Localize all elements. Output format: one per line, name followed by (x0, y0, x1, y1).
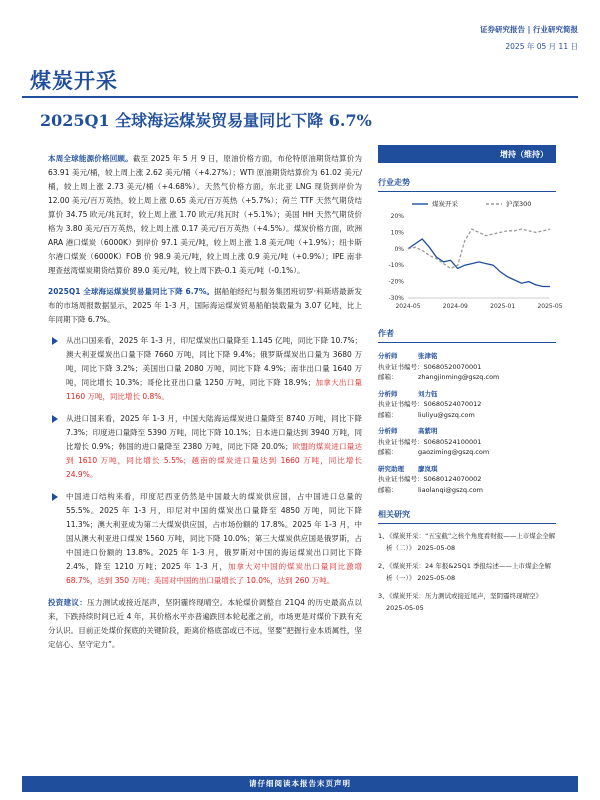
legend-label: 煤炭开采 (432, 200, 458, 208)
author-role: 分析师 (378, 389, 398, 398)
author-card (378, 351, 556, 383)
cert-number: S0680520070001 (423, 362, 482, 371)
bullet-highlight: 欧盟的煤炭进口量达到 1610 万吨，同比增长 5.5%；越南的煤炭进口量达到 1660 万吨，同比增长 24.9%。 (66, 442, 362, 479)
mail-label: 邮箱： (378, 448, 398, 456)
author-card (378, 426, 556, 458)
related-research-list (378, 530, 556, 614)
related-report-item[interactable] (378, 530, 556, 554)
report-date: 2025-05-08 (417, 574, 456, 582)
paragraph-text: 据船舶经纪与服务集团班切罗·科斯塔最新发布的市场周报数据显示，2025 年 1-3 月，国际海运煤炭贸易船舶装载量为 3.07 亿吨，比上年同期下降 6.7%。 (48, 287, 362, 324)
y-tick-label: 20% (390, 213, 404, 220)
cert-number: S0680524100001 (423, 437, 482, 446)
y-tick-label: -10% (388, 262, 404, 270)
bullet-triangle-icon (52, 415, 58, 423)
cert-label: 执业证书编号： (378, 362, 424, 371)
report-title: 《煤炭开采：24 年报&25Q1 季报综述——上市煤企全解析（一）》 (386, 562, 551, 582)
x-tick-label: 2025-01 (490, 303, 516, 310)
mail-label: 邮箱： (378, 410, 398, 419)
x-tick-label: 2025-05 (537, 303, 563, 310)
bullet-highlight: 加拿大对中国的煤炭出口量同比激增 68.7%，达到 350 万吨；美国对中国的出口量增长了 10.0%，达到 260 万吨。 (66, 562, 362, 585)
related-report-item[interactable] (378, 590, 556, 614)
report-title: 《煤炭开采：“五宝截”之核个角度看财报——上市煤企全解析（二）》 (386, 532, 556, 552)
author-email[interactable]: liaolanqi@gszq.com (418, 485, 483, 494)
sidebar (378, 145, 563, 614)
report-date: 2025 年 05 月 11 日 (505, 42, 578, 51)
y-tick-label: -20% (388, 278, 404, 286)
author-card (378, 464, 556, 496)
cert-number: S0680524070012 (423, 400, 482, 408)
author-email[interactable]: zhangjinming@gszq.com (418, 373, 500, 381)
y-tick-label: 10% (390, 229, 404, 237)
trend-chart (378, 194, 563, 314)
y-tick-label: -30% (388, 295, 404, 302)
disclaimer-footer: 请仔细阅读本报告末页声明 (22, 776, 578, 792)
report-number: 1、 (378, 532, 389, 540)
report-title: 《煤炭开采：压力测试或接近尾声，坚阴霾终现晴空》 (386, 592, 542, 600)
author-role: 分析师 (378, 427, 398, 435)
report-number: 2、 (378, 562, 389, 570)
author-role: 分析师 (378, 352, 398, 360)
report-number: 3、 (378, 592, 389, 600)
author-name: 高紫明 (418, 427, 438, 435)
x-tick-label: 2024-09 (442, 303, 468, 310)
cert-label: 执业证书编号： (378, 475, 424, 483)
paragraph-lead: 2025Q1 全球海运煤炭贸易量同比下降 6.7%。 (48, 287, 215, 296)
rating-badge: 增持（维持） (378, 145, 556, 163)
author-list (378, 351, 556, 495)
report-header (358, 24, 578, 52)
related-report-item[interactable] (378, 560, 556, 584)
main-body (48, 152, 362, 659)
author-email[interactable]: liuliyu@gszq.com (418, 410, 475, 419)
bullet-exporters (48, 334, 362, 404)
author-email[interactable]: gaoziming@gszq.com (418, 448, 490, 456)
author-role: 研究助理 (378, 464, 404, 473)
bullet-importers (48, 412, 362, 482)
paragraph-text: 截至 2025 年 5 月 9 日，原油价格方面，布伦特原油期货结算价为 63.91 美元/桶，较上周上涨 2.62 美元/桶（+4.27%）；WTI 原油期货结算价为 61.02 美元/桶，较上周上涨 2.73 美元/桶（+4.68%）。天然气价格方面，东北亚 LNG 现货到岸价为 12.00 美元/百万英热，较上周上涨 0.65 美元/百万英热（+5.7%）；荷兰 TTF 天然气期货结算价 34.75 欧元/兆瓦时，较上周上涨 1.70 欧元/兆瓦时（+5.1%）；美国 HH 天然气期货价格为 3.80 美元/百万英热，较上周上涨 0.17 美元/百万英热（+4.5%）。煤炭价格方面，欧洲 ARA 港口煤炭（6000K）到岸价 97.1 美元/吨，较上周上涨 1.8 美元/吨（+1.9%）；纽卡斯尔港口煤炭（6000K）FOB 价 98.9 美元/吨，较上周上涨 0.9 美元/吨（+0.9%）；IPE 南非理查兹湾煤炭期货结算价 89.0 美元/吨，较上周下跌-0.1 美元/吨（-0.1%）。 (48, 154, 363, 275)
report-date: 2025-05-08 (417, 544, 456, 552)
author-name: 张津铭 (418, 352, 438, 360)
trend-title: 行业走势 (378, 177, 556, 192)
cert-label: 执业证书编号： (378, 400, 424, 408)
bullet-china-structure (48, 490, 362, 588)
author-name: 刘力钰 (418, 389, 438, 398)
bullet-text: 中国进口结构来看，印度尼西亚仍然是中国最大的煤炭供应国，占中国进口总量的 55.5%。2025 年 1-3 月，印尼对中国的煤炭出口量降至 4850 万吨，同比下降 11.3%；澳大利亚成为第二大煤炭供应国，占市场份额的 17.8%。2025 年 1-3 月，中国从澳大利亚进口煤炭 1560 万吨，同比下降 10.0%；第三大煤炭供应国是俄罗斯，占中国进口份额的 13.8%。2025 年 1-3 月，俄罗斯对中国的海运煤炭出口同比下降 2.4%，降至 1210 万吨；2025 年 1-3 月， (66, 492, 362, 571)
title-divider (22, 96, 578, 98)
report-category: 证券研究报告 | 行业研究简报 (480, 25, 578, 34)
paragraph-lead: 投资建议： (48, 598, 88, 607)
industry-name: 煤炭开采 (30, 68, 118, 93)
legend-label: 沪深300 (506, 200, 532, 208)
cert-label: 执业证书编号： (378, 437, 424, 446)
report-date: 2025-05-05 (386, 604, 424, 612)
mail-label: 邮箱： (378, 373, 398, 381)
paragraph-lead: 本周全球能源价格回顾。 (48, 154, 133, 163)
report-title: 2025Q1 全球海运煤炭贸易量同比下降 6.7% (40, 111, 372, 130)
bullet-triangle-icon (52, 493, 58, 501)
paragraph-text: 压力测试或接近尾声，坚阴霾终现晴空。本轮煤价调整自 21Q4 的历史最高点以来，下跌持续时间已近 4 年，其价格水平亦普遍跌回本轮起涨之前，市场更是对煤价下跌有充分认识。目前正处煤价探底的关键阶段，距离价格底部或已不远，坚要“把握行业本质属性，坚定信心、坚守定力”。 (48, 598, 362, 649)
x-tick-label: 2024-05 (395, 303, 421, 310)
bullet-text: 从进口国来看，2025 年 1-3 月，中国大陆海运煤炭进口量降至 8740 万吨，同比下降 7.3%；印度进口量降至 5390 万吨，同比下降 10.1%；日本进口量达到 3940 万吨，同比增长 0.9%；韩国的进口量降至 2380 万吨，同比下降 20.0%； (66, 414, 362, 451)
bullet-highlight: 加拿大出口量 1160 万吨，同比增长 0.8%。 (66, 378, 363, 401)
energy-price-review (48, 152, 362, 278)
author-name: 廖岚琪 (418, 464, 438, 473)
y-tick-label: 0% (394, 245, 404, 253)
authors-title: 作者 (378, 328, 556, 343)
mail-label: 邮箱： (378, 485, 398, 494)
cert-number: S0680124070002 (423, 475, 482, 483)
investment-advice (48, 596, 362, 652)
related-research-title: 相关研究 (378, 509, 556, 524)
series-line-coal (408, 239, 550, 287)
seaborne-summary (48, 285, 362, 327)
bullet-triangle-icon (52, 337, 58, 345)
trend-chart-svg (378, 194, 563, 314)
series-line-csi300 (408, 229, 550, 268)
author-card (378, 389, 556, 421)
bullet-text: 从出口国来看，2025 年 1-3 月，印尼煤炭出口量降至 1.145 亿吨，同比下降 10.7%；澳大利亚煤炭出口量下降 7660 万吨，同比下降 9.4%；俄罗斯煤炭出口量为 3680 万吨，同比下降 3.2%；美国出口量 2080 万吨，同比下降 4.9%；南非出口量 1640 万吨，同比增长 10.3%；哥伦比亚出口量 1250 万吨，同比下降 18.9%； (66, 336, 362, 387)
